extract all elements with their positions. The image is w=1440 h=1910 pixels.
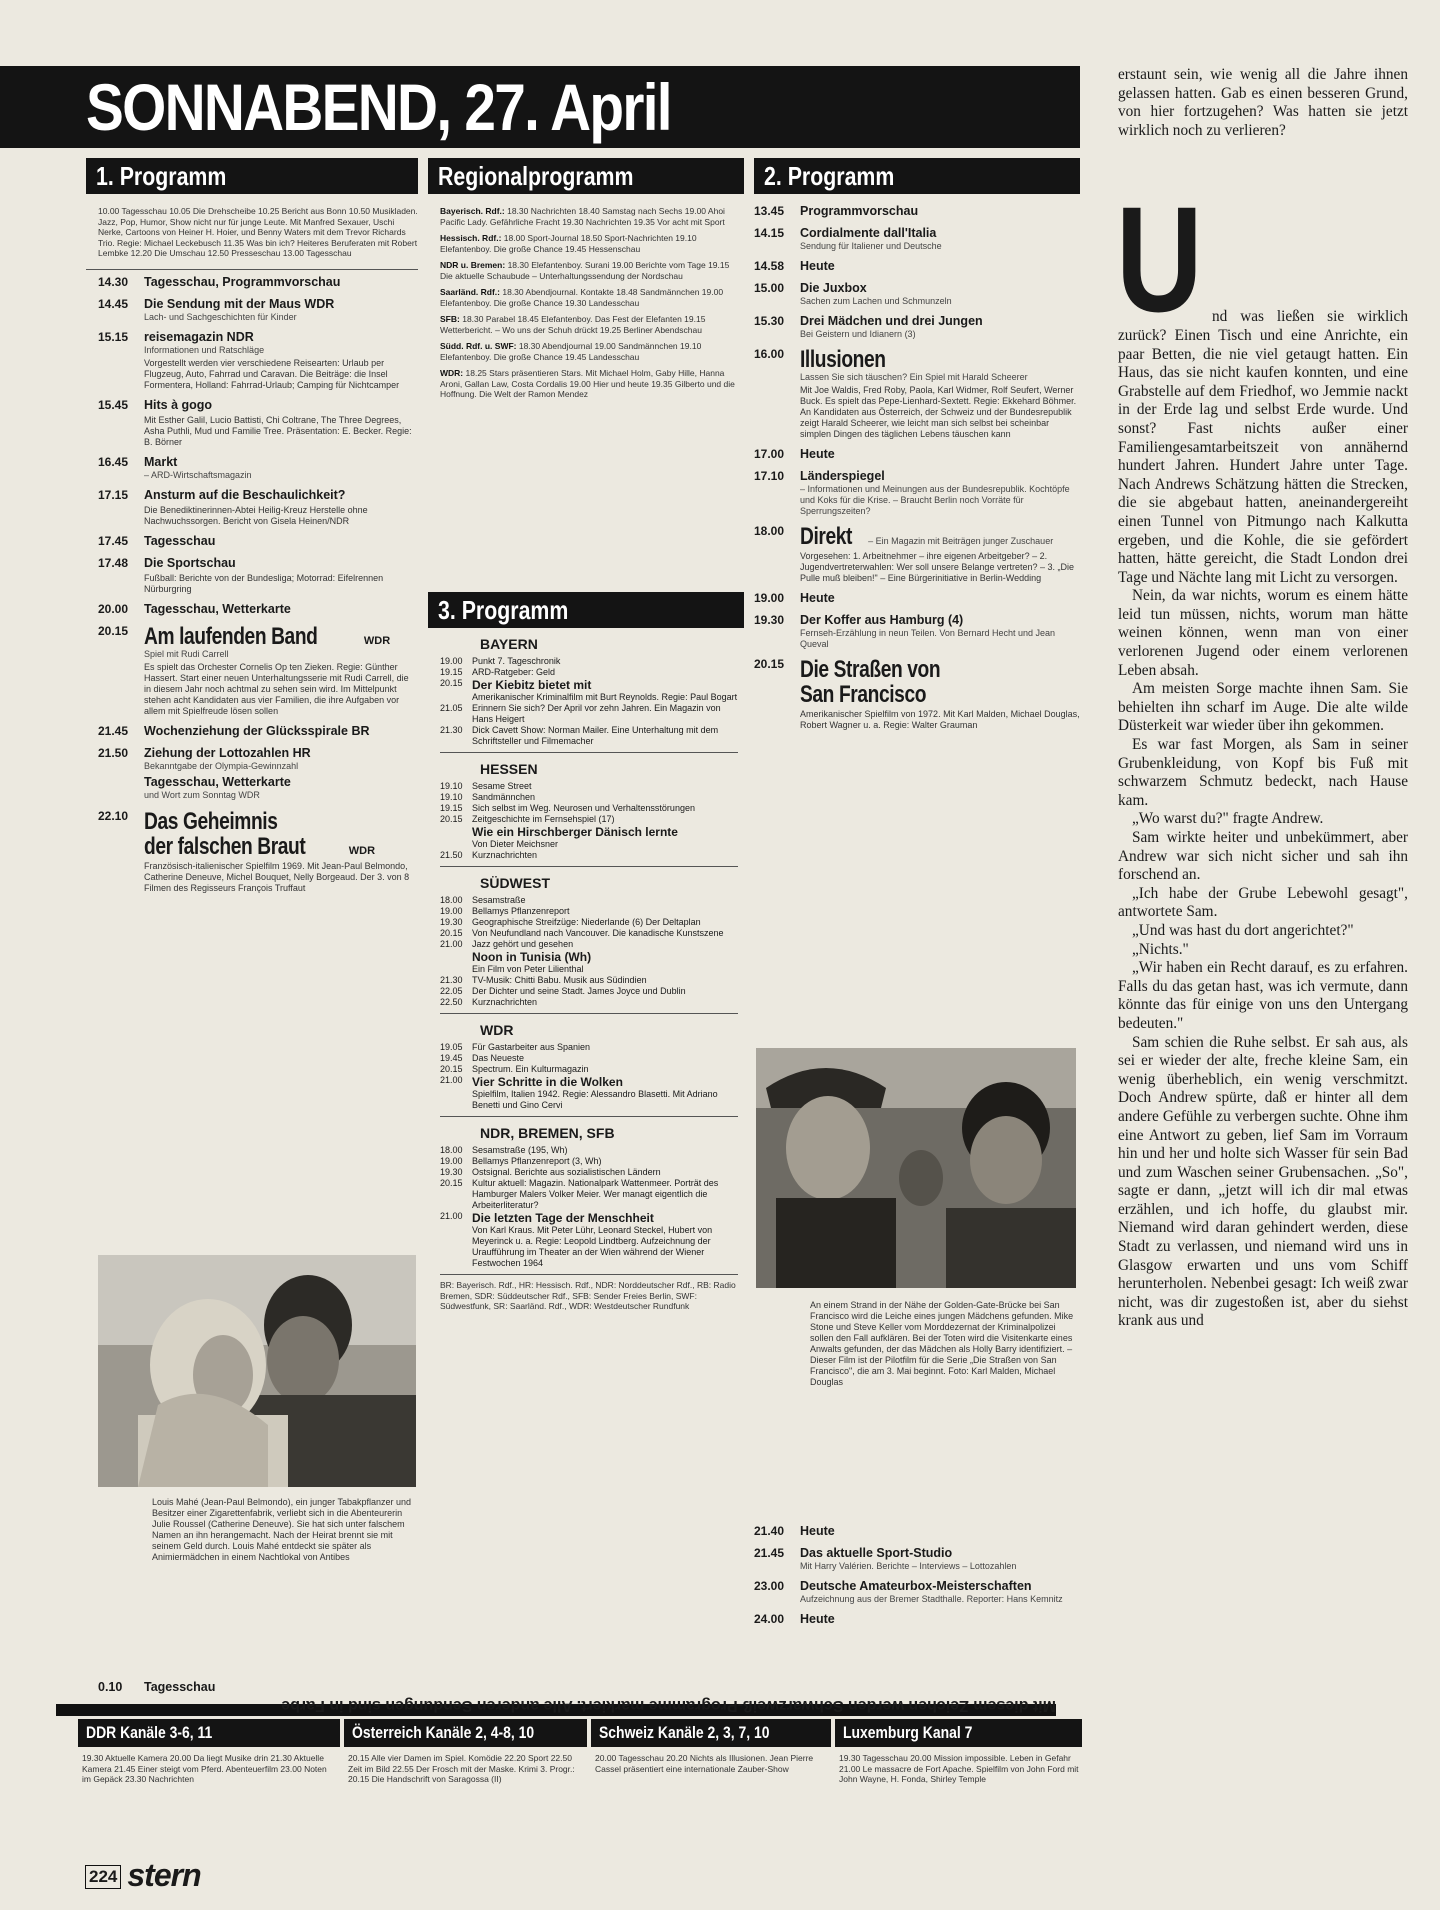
listing-time: 17.15 <box>98 487 129 502</box>
row-text: Wie ein Hirschberger Dänisch lernte <box>472 825 678 839</box>
listing <box>98 602 418 617</box>
listing-illusionen: 16.00 Illusionen Lassen Sie sich täuschen? Ein Spiel mit Harald Scheerer Mit Joe Waldis, Fred Roby, Paola, Karl Widmer, Rolf Seufert, Werner Buck. Es spielt das Pepe-Lienhard-Sextett. Regie: Ekkehard Böhmer. An Kandidaten aus Österreich, der Schweiz und der Bundesrepublik zeigt Harald Scheerer, wie leicht man sich selbst bei scheinbar simplen Dingen des täglichen Lebens täuschen kann <box>754 346 1077 439</box>
novel-excerpt <box>1118 66 1408 1331</box>
listing-title: Die Juxbox <box>800 281 867 295</box>
listing <box>98 455 418 481</box>
column-header-programm-1: 1. Programm <box>86 158 418 194</box>
row-text: Spielfilm, Italien 1942. Regie: Alessandro Blasetti. Mit Adriano Benetti und Gino Cervi <box>472 1089 718 1110</box>
osterreich-listing: 20.15 Alle vier Damen im Spiel. Komödie 22.20 Sport 22.50 Zeit im Bild 22.55 Der Frosch mit der Maske. Krimi 3. Progr.: 20.15 Die Handschrift von Saragossa (II) <box>348 1753 575 1784</box>
listing <box>754 591 1080 606</box>
listing <box>98 488 418 527</box>
row-time: 21.30 <box>440 725 463 735</box>
row-time: 18.00 <box>440 895 463 905</box>
row-text: Von Neufundland nach Vancouver. Die kanadische Kunstszene <box>472 928 724 938</box>
drop-cap: U <box>1116 175 1203 344</box>
row-text: Geographische Streifzüge: Niederlande (6) Der Deltaplan <box>472 917 701 927</box>
listing-time: 15.00 <box>754 281 785 295</box>
section-row <box>440 895 738 906</box>
programm-1-list-late <box>86 724 418 772</box>
section-row <box>440 964 738 975</box>
page-footer <box>85 1857 201 1894</box>
regional-station: Hessisch. Rdf.: <box>440 233 502 243</box>
listing-direkt: 18.00 Direkt – Ein Magazin mit Beiträgen junger Zuschauer Vorgesehen: 1. Arbeitnehmer – ihre eigenen Arbeitgeber? – 2. Jugendvertreterwahlen: Wer soll unsere Belange vertreten? – 3. „Die Pulle muß bleiben!" – Eine Bürgerinitiative in Berlin-Wedding <box>754 523 1074 583</box>
novel-paragraph: „Nichts." <box>1132 940 1189 958</box>
listing <box>98 556 418 595</box>
listing-time: 16.45 <box>98 454 129 469</box>
listing-time: 14.45 <box>98 296 129 311</box>
row-time <box>440 950 472 964</box>
film-still-malden-douglas <box>756 1048 1076 1288</box>
section-row <box>440 1075 738 1089</box>
section-row <box>440 1145 738 1156</box>
listing-title: Hits à gogo <box>144 397 213 412</box>
column-programm-3 <box>428 592 744 1312</box>
row-time: 19.45 <box>440 1053 463 1063</box>
row-time: 18.00 <box>440 1145 463 1155</box>
section-ndr-bremen-sfb <box>440 1125 738 1269</box>
listing-tagesschau-wort: Tagesschau, Wetterkarte und Wort zum Sonntag WDR <box>144 774 291 800</box>
row-text: Sesamstraße <box>472 895 526 905</box>
listing-subtitle: Informationen und Ratschläge <box>144 344 265 355</box>
listing-title: Heute <box>800 1612 835 1626</box>
photo-caption-san-francisco: An einem Strand in der Nähe der Golden-Gate-Brücke bei San Francisco wird die Leiche eines jungen Mädchens gefunden. Mike Stone und Steve Keller vom Morddezernat der Kriminalpolizei sollen den Fall aufklären. Bei der Toten wird die Visitenkarte eines Anwalts gefunden, der das Mädchen als Holly Barry identifiziert. – Dieser Film ist der Pilotfilm für die Serie „Die Straßen von San Francisco", die am 3. Mai beginnt. Foto: Karl Malden, Michael Douglas <box>810 1300 1074 1387</box>
row-text: Ein Film von Peter Lilienthal <box>472 964 584 974</box>
listing-title: Der Koffer aus Hamburg (4) <box>800 613 964 627</box>
listing-tagesschau-late: 0.10 Tagesschau <box>98 1680 216 1694</box>
listing-subtitle: – Informationen und Meinungen aus der Bundesrepublik. Kochtöpfe und Koks für die Krise. – Braucht Berlin noch Vorräte für Sperrungszeiten? <box>800 484 1070 516</box>
listing-title: Tagesschau <box>144 533 216 548</box>
row-time: 19.30 <box>440 1167 463 1177</box>
listing-title: Cordialmente dall'Italia <box>800 226 937 240</box>
listing-title: Markt <box>144 454 178 469</box>
listing <box>98 398 418 448</box>
schweiz-listing: 20.00 Tagesschau 20.20 Nichts als Illusionen. Jean Pierre Cassel präsentiert eine internationale Zauber-Show <box>595 1753 814 1774</box>
listing-time: 23.00 <box>754 1579 785 1593</box>
listing-subtitle: Mit Harry Valérien. Berichte – Interviews – Lottozahlen <box>800 1561 1017 1571</box>
row-text: Vier Schritte in die Wolken <box>472 1075 623 1089</box>
listing-strassen-san-francisco: 20.15 Die Straßen von San Francisco Amerikanischer Spielfilm von 1972. Mit Karl Malden, Michael Douglas, Robert Wagner u. a. Regie: Walter Grauman <box>754 656 1080 730</box>
listing-title: Heute <box>800 591 835 605</box>
regional-entry <box>440 287 736 308</box>
listing-time: 17.10 <box>754 469 785 483</box>
row-time <box>440 825 472 839</box>
row-text: Von Dieter Meichsner <box>472 839 559 849</box>
section-row <box>440 997 738 1008</box>
ddr-listing: 19.30 Aktuelle Kamera 20.00 Da liegt Musike drin 21.30 Aktuelle Kamera 21.45 Einer steigt vom Pferd. Abenteuerfilm 23.00 Noten im Gepäck 23.30 Nachrichten <box>82 1753 327 1784</box>
row-text: Erinnern Sie sich? Der April vor zehn Jahren. Ein Magazin von Hans Heigert <box>472 703 721 724</box>
section-row <box>440 917 738 928</box>
header-luxemburg: Luxemburg Kanal 7 <box>835 1719 1082 1747</box>
section-row <box>440 1089 738 1111</box>
listing-subtitle: Bekanntgabe der Olympia-Gewinnzahl <box>144 760 299 771</box>
section-row <box>440 928 738 939</box>
listing-time: 15.30 <box>754 314 785 328</box>
row-text: ARD-Ratgeber: Geld <box>472 667 556 677</box>
row-text: Kultur aktuell: Magazin. Nationalpark Wattenmeer. Porträt des Hamburger Malers Volker Meier. Wer managt eigentlich die Arbeiterliteratur? <box>472 1178 719 1210</box>
listing-time: 19.30 <box>754 613 785 627</box>
listing <box>754 469 1080 517</box>
listing-description: Vorgestellt werden vier verschiedene Reisearten: Urlaub per Flugzeug, Auto, Fahrrad und Caravan. Die Beiträge: die Insel Formentera, Holland: Fahrrad-Urlaub; Camping für Nichtcamper <box>144 357 400 390</box>
row-time: 20.15 <box>440 1064 463 1074</box>
programm-2-list-b <box>754 447 1080 517</box>
film-still-belmondo-deneuve <box>98 1255 416 1487</box>
listing <box>754 1579 1080 1605</box>
section-row <box>440 950 738 964</box>
row-time: 20.15 <box>440 928 463 938</box>
novel-paragraph: Es war fast Morgen, als Sam in seiner Grubenkleidung, von Kopf bis Fuß mit schwarzem Schmutz bedeckt, nach Hause kam. <box>1118 736 1408 809</box>
section-heading: HESSEN <box>480 761 538 777</box>
row-time: 21.00 <box>440 939 463 949</box>
section-row <box>440 792 738 803</box>
row-time <box>440 692 472 703</box>
regional-list <box>428 194 744 400</box>
section-row <box>440 1225 738 1269</box>
regional-station: Südd. Rdf. u. SWF: <box>440 341 517 351</box>
listing-title: Programmvorschau <box>800 204 919 218</box>
listing-title: Heute <box>800 259 835 273</box>
novel-paragraph: „Und was hast du dort angerichtet?" <box>1132 921 1354 939</box>
row-time: 19.10 <box>440 781 463 791</box>
section-wdr <box>440 1022 738 1111</box>
section-heading: SÜDWEST <box>480 875 550 891</box>
row-time: 20.15 <box>440 678 463 688</box>
listing-title: Länderspiegel <box>800 469 885 483</box>
listing-subtitle: – ARD-Wirtschaftsmagazin <box>144 469 252 480</box>
listing-title: Drei Mädchen und drei Jungen <box>800 314 983 328</box>
listing-time: 20.00 <box>98 601 129 616</box>
row-text: Ostsignal. Berichte aus sozialistischen Ländern <box>472 1167 661 1177</box>
row-text: Zeitgeschichte im Fernsehspiel (17) <box>472 814 615 824</box>
row-time: 21.30 <box>440 975 463 985</box>
row-time: 19.15 <box>440 803 463 813</box>
header-ddr: DDR Kanäle 3-6, 11 <box>78 1719 340 1747</box>
novel-paragraph: nd was ließen sie wirklich zurück? Einen Tisch und eine Anrichte, ein paar Betten, die nie viel getaugt hatten. Ein Haus, das sie nicht kaufen konnten, und eine Grabstelle auf dem Friedhof, wo Jemmie nackt in der Erde lag und selbst Erde wurde. Und sonst? Fast nichts außer einer Familiengesamtarbeitszeit von annähernd hundert Jahren. Hundert Jahre unter Tage. Nach Andrews Schätzung hätten die Strecken, die sie abgebaut hatten, aneinandergereiht einen Tunnel von Pitmungo nach Kalkutta ergeben, und die Kohle, die sie gefördert hatten, hätte gereicht, die Stadt London drei Tage und Nächte lang mit Licht zu versorgen. <box>1118 308 1408 586</box>
listing-subtitle: Bei Geistern und Idianern (3) <box>800 329 916 339</box>
listing-time: 13.45 <box>754 204 785 218</box>
row-text: Das Neueste <box>472 1053 525 1063</box>
listing <box>98 297 418 323</box>
regional-schedule: 18.30 Parabel 18.45 Elefantenboy. Das Fest der Elefanten 19.15 Wetterbericht. – Wo uns der Schuh drückt 19.25 Berliner Abendschau <box>440 314 706 335</box>
section-row <box>440 1211 738 1225</box>
row-time: 19.15 <box>440 667 463 677</box>
listing <box>754 1524 1080 1539</box>
section-row <box>440 1178 738 1211</box>
row-text: Punkt 7. Tageschronik <box>472 656 561 666</box>
row-time: 19.00 <box>440 656 463 666</box>
regional-schedule: 18.30 Elefantenboy. Surani 19.00 Berichte vom Tage 19.15 Die aktuelle Schaubude – Unterhaltungssendung der Nordschau <box>440 260 730 281</box>
regional-schedule: 18.25 Stars präsentieren Stars. Mit Michael Holm, Gaby Hille, Hanna Aroni, Gallan Law, Costa Cordalis 19.00 Hier und heute 19.35 Gilberto und die Hoffnung. Die Welt der Ramon Mendez <box>440 368 735 399</box>
listing-subtitle: Sachen zum Lachen und Schmunzeln <box>800 296 952 306</box>
novel-paragraph: „Ich habe der Grube Lebewohl gesagt", antwortete Sam. <box>1118 884 1408 921</box>
regional-entry <box>440 341 736 362</box>
listing-time: 24.00 <box>754 1612 785 1626</box>
regional-station: Saarländ. Rdf.: <box>440 287 500 297</box>
section-row <box>440 725 738 747</box>
section-row <box>440 803 738 814</box>
section-row <box>440 850 738 861</box>
listing-title: Das aktuelle Sport-Studio <box>800 1546 953 1560</box>
section-row <box>440 939 738 950</box>
regional-entry <box>440 260 736 281</box>
section-row <box>440 678 738 692</box>
listing-time: 21.45 <box>98 723 129 738</box>
listing <box>98 746 418 772</box>
programm-1-list <box>86 275 418 617</box>
row-text: Die letzten Tage der Menschheit <box>472 1211 654 1225</box>
listing-time: 15.45 <box>98 397 129 412</box>
listing-title: Wochenziehung der Glücksspirale BR <box>144 723 370 738</box>
section-row <box>440 692 738 703</box>
regional-entry <box>440 233 736 254</box>
listing-time: 21.50 <box>98 745 129 760</box>
header-osterreich: Österreich Kanäle 2, 4-8, 10 <box>344 1719 587 1747</box>
row-text: Bellamys Pflanzenreport (3, Wh) <box>472 1156 602 1166</box>
listing-description: Fußball: Berichte von der Bundesliga; Motorrad: Eifelrennen Nürburgring <box>144 572 384 594</box>
photo-illustration <box>98 1255 416 1487</box>
listing-title: Tagesschau, Wetterkarte <box>144 601 291 616</box>
section-row <box>440 814 738 825</box>
listing-title: Am laufenden Band <box>144 622 318 650</box>
row-text: Jazz gehört und gesehen <box>472 939 574 949</box>
section-row <box>440 839 738 850</box>
section-hessen <box>440 761 738 861</box>
listing <box>754 281 1080 307</box>
section-bayern <box>440 636 738 747</box>
regional-station: WDR: <box>440 368 464 378</box>
row-text: Von Karl Kraus. Mit Peter Lühr, Leonard Steckel, Hubert von Meyerinck u. a. Regie: Leopold Lindtberg. Aufzeichnung der Uraufführung im Theater an der Wien während der Wiener Festwochen 1964 <box>472 1225 713 1268</box>
section-row <box>440 781 738 792</box>
regional-schedule: 18.30 Nachrichten 18.40 Samstag nach Sechs 19.00 Ahoi Pacific Lady. Gefährliche Fracht 19.30 Nachrichten 19.35 Vor acht mit Sport <box>440 206 725 227</box>
section-heading: NDR, BREMEN, SFB <box>480 1125 615 1141</box>
row-time: 22.50 <box>440 997 463 1007</box>
listing-subtitle: Sendung für Italiener und Deutsche <box>800 241 942 251</box>
listing <box>754 1612 1080 1627</box>
regional-station: SFB: <box>440 314 460 324</box>
listing-title: Heute <box>800 1524 835 1538</box>
row-time: 19.00 <box>440 1156 463 1166</box>
listing-time: 15.15 <box>98 329 129 344</box>
row-time <box>440 1089 472 1111</box>
listing-title: Tagesschau, Programmvorschau <box>144 274 341 289</box>
row-text: Sesame Street <box>472 781 532 791</box>
novel-paragraph: Sam schien die Ruhe selbst. Er sah aus, als sei er wieder der alte, freche kleine Sam, ein wenig überheblich, ein wenig verschmitzt. Doch Andrew spürte, daß er hinter all dem andere Gefühle zu verbergen suchte. Ohne ihm eine Antwort zu geben, lief Sam im Vorraum hin und her und holte sich Wasser für sein Bad und zum Waschen seiner Grubensachen. „So", sagte er dann, „jetzt will ich dir mal etwas erzählen, und ich hoffe, du glaubst mir. Niemand wird daran gehindert werden, diese Stadt zu verlassen, und niemand wird uns in Glasgow erwarten und uns vom Schiff herunterholen. Nebenbei gesagt: Ich weiß zwar nicht, was dir zugestoßen ist, aber du siehst krank aus und <box>1118 1033 1408 1330</box>
row-time: 21.50 <box>440 850 463 860</box>
column-header-programm-3: 3. Programm <box>428 592 744 628</box>
regional-schedule: 18.30 Abendjournal. Kontakte 18.48 Sandmännchen 19.00 Elefantenboy. Die große Chance 19.30 Landesschau <box>440 287 724 308</box>
listing-time: 21.45 <box>754 1546 785 1560</box>
row-time: 20.15 <box>440 1178 463 1188</box>
row-text: Sich selbst im Weg. Neurosen und Verhaltensstörungen <box>472 803 695 813</box>
station-abbreviations: BR: Bayerisch. Rdf., HR: Hessisch. Rdf., NDR: Norddeutscher Rdf., RB: Radio Bremen, SDR: Süddeutscher Rdf., SFB: Sender Freies Berlin, SWF: Südwestfunk, SR: Saarländ. Rdf., WDR: Westdeutscher Rundfunk <box>440 1280 736 1311</box>
row-time: 19.10 <box>440 792 463 802</box>
listing-time: 17.00 <box>754 447 785 461</box>
row-text: Der Kiebitz bietet mit <box>472 678 592 692</box>
listing <box>98 275 418 290</box>
listing-title: Ansturm auf die Beschaulichkeit? <box>144 487 346 502</box>
section-row <box>440 667 738 678</box>
column-header-regional: Regionalprogramm <box>428 158 744 194</box>
row-text: Der Dichter und seine Stadt. James Joyce und Dublin <box>472 986 686 996</box>
listing <box>754 1546 1080 1572</box>
row-text: Sandmännchen <box>472 792 536 802</box>
row-text: Sesamstraße (195, Wh) <box>472 1145 568 1155</box>
listing <box>98 330 418 391</box>
novel-paragraph: erstaunt sein, wie wenig all die Jahre ihnen gelassen hatten. Gab es einen besseren Grund, von hier fortzugehen? Was hatten sie jetzt wirklich noch zu verlieren? <box>1118 66 1408 139</box>
novel-paragraph: „Wo warst du?" fragte Andrew. <box>1132 810 1324 828</box>
morning-schedule: 10.00 Tagesschau 10.05 Die Drehscheibe 10.25 Bericht aus Bonn 10.50 Musikladen. Jazz, Pop, Humor, Show nicht nur für junge Leute. Mit Manfred Sexauer, Uschi Nerke, Cartoons von Heiner H. Hoier, und Benny Waters mit dem Trevor Richards Trio. Regie: Michael Leckebusch 11.35 Was bin ich? Heiteres Beruferaten mit Robert Lembke 12.20 Die Umschau 12.50 Presseschau 13.00 Tagesschau <box>98 206 418 258</box>
section-row <box>440 656 738 667</box>
row-time: 20.15 <box>440 814 463 824</box>
row-text: Kurznachrichten <box>472 997 538 1007</box>
listing-time: 14.58 <box>754 259 785 273</box>
row-time: 19.00 <box>440 906 463 916</box>
programm-2-list-c <box>754 591 1080 650</box>
photo-illustration <box>756 1048 1076 1288</box>
listing <box>754 314 1080 340</box>
listing-time: 14.30 <box>98 274 129 289</box>
listing-title: Die Sportschau <box>144 555 236 570</box>
luxemburg-listing: 19.30 Tagesschau 20.00 Mission impossible. Leben in Gefahr 21.00 Le massacre de Fort Apache. Spielfilm von John Ford mit John Wayne, H. Fonda, Shirley Temple <box>839 1753 1079 1784</box>
regional-schedule: 18.30 Abendjournal 19.00 Sandmännchen 19.10 Elefantenboy. Die große Chance 19.45 Landesschau <box>440 341 702 362</box>
section-heading: BAYERN <box>480 636 538 652</box>
section-sudwest <box>440 875 738 1008</box>
listing-title: reisemagazin NDR <box>144 329 254 344</box>
programm-2-list-a <box>754 204 1080 340</box>
row-time <box>440 964 472 975</box>
date-masthead <box>0 66 1080 148</box>
section-row <box>440 975 738 986</box>
listing-am-laufenden-band: 20.15 Am laufenden Band WDR Spiel mit Rudi Carrell Es spielt das Orchester Cornelis Op ten Zieken. Regie: Günther Hassert. Start einer neuen Unterhaltungsserie mit Rudi Carrell, die in diesem Jahr noch achtmal zu sehen sein wird. Im Mittelpunkt stehen acht Kandidaten aus vier Familien, die ihre Aufgaben vor allem mit Spielfreude lösen sollen <box>98 622 409 716</box>
listing-title: Heute <box>800 447 835 461</box>
listing-time: 17.48 <box>98 555 129 570</box>
row-text: Dick Cavett Show: Norman Mailer. Eine Unterhaltung mit dem Schriftsteller und Filmemacher <box>472 725 719 746</box>
listing-description: Die Benediktinerinnen-Abtei Heilig-Kreuz Herstelle ohne Nachwuchssorgen. Bericht von Gisela Heinen/NDR <box>144 504 368 526</box>
page-number: 224 <box>85 1865 121 1889</box>
section-heading: WDR <box>480 1022 514 1038</box>
section-row <box>440 1042 738 1053</box>
listing <box>754 259 1080 274</box>
listing-time: 21.40 <box>754 1524 785 1538</box>
section-row <box>440 1156 738 1167</box>
row-text: Kurznachrichten <box>472 850 538 860</box>
header-schweiz: Schweiz Kanäle 2, 3, 7, 10 <box>591 1719 831 1747</box>
listing <box>754 204 1080 219</box>
regional-station: NDR u. Bremen: <box>440 260 506 270</box>
listing-subtitle: Lach- und Sachgeschichten für Kinder <box>144 311 297 322</box>
date-title: SONNABEND, 27. April <box>86 70 671 144</box>
listing-time: 19.00 <box>754 591 785 605</box>
listing-time: 17.45 <box>98 533 129 548</box>
row-time <box>440 839 472 850</box>
listing <box>754 447 1080 462</box>
listing-title: Die Sendung mit der Maus WDR <box>144 296 335 311</box>
section-row <box>440 1064 738 1075</box>
section-row <box>440 986 738 997</box>
listing <box>754 613 1080 650</box>
column-regional <box>428 158 744 406</box>
row-text: Für Gastarbeiter aus Spanien <box>472 1042 591 1052</box>
section-row <box>440 1167 738 1178</box>
regional-entry <box>440 206 736 227</box>
legend-text: Mit diesem Zeichen werden Schwarzweiß-Programme markiert. Alle anderen Sendungen sind in Farbe <box>281 1697 1056 1714</box>
row-text: TV-Musik: Chitti Babu. Musik aus Südindien <box>472 975 647 985</box>
section-row <box>440 1053 738 1064</box>
section-row <box>440 906 738 917</box>
row-time: 19.05 <box>440 1042 463 1052</box>
listing-time: 14.15 <box>754 226 785 240</box>
listing-title: Deutsche Amateurbox-Meisterschaften <box>800 1579 1032 1593</box>
novel-paragraph: „Wir haben ein Recht darauf, es zu erfahren. Falls du das getan hast, was ich vermute, dann könnte das für einige von uns den Untergang bedeuten." <box>1118 959 1408 1032</box>
photo-caption-braut: Louis Mahé (Jean-Paul Belmondo), ein junger Tabakpflanzer und Besitzer einer Zigarettenfabrik, verliebt sich in die Abenteurerin Julie Roussel (Catherine Deneuve). Sie hat sich unter falschem Namen an ihn herangemacht. Nach der Heirat brennt sie mit seinem Geld durch. Louis Mahé entdeckt sie später als Animiermädchen in einem Nachtlokal von Antibes <box>152 1497 411 1562</box>
listing-description: Mit Esther Galil, Lucio Battisti, Chi Coltrane, The Three Degrees, Asha Puthli, Mud und Familie Tree. Präsentation: E. Becker. Regie: B. Börner <box>144 414 412 447</box>
row-text: Amerikanischer Kriminalfilm mit Burt Reynolds. Regie: Paul Bogart <box>472 692 738 702</box>
section-row <box>440 703 738 725</box>
row-time <box>440 1225 472 1269</box>
listing-subtitle: Fernseh-Erzählung in neun Teilen. Von Bernard Hecht und Jean Queval <box>800 628 1056 649</box>
magazine-logo: stern <box>127 1857 201 1893</box>
row-time: 19.30 <box>440 917 463 927</box>
listing-title: Ziehung der Lottozahlen HR <box>144 745 311 760</box>
row-time: 22.05 <box>440 986 463 996</box>
row-text: Noon in Tunisia (Wh) <box>472 950 592 964</box>
divider <box>86 269 418 270</box>
listing-subtitle: Aufzeichnung aus der Bremer Stadthalle. Reporter: Hans Kemnitz <box>800 1594 1063 1604</box>
column-programm-2 <box>754 158 1080 738</box>
novel-paragraph: Sam wirkte heiter und unbekümmert, aber Andrew war sich nicht sicher und sah ihn forschend an. <box>1118 829 1408 884</box>
regional-entry <box>440 314 736 335</box>
column-programm-1 <box>86 158 418 901</box>
listing <box>98 534 418 549</box>
programm-2-list-late <box>754 1524 1080 1634</box>
regional-schedule: 18.00 Sport-Journal 18.50 Sport-Nachrichten 19.10 Elefantenboy. Die große Chance 19.45 Hessenschau <box>440 233 697 254</box>
listing <box>98 724 418 739</box>
novel-paragraph: Am meisten Sorge machte ihnen Sam. Sie behielten ihn scharf im Auge. Die alte wilde Düsterkeit war wieder über ihn gekommen. <box>1118 680 1408 735</box>
regional-station: Bayerisch. Rdf.: <box>440 206 505 216</box>
regional-entry <box>440 368 736 400</box>
column-header-programm-2: 2. Programm <box>754 158 1080 194</box>
listing-falsche-braut: 22.10 Das Geheimnis der falschen Braut WDR Französisch-italienischer Spielfilm 1969. Mit Jean-Paul Belmondo, Catherine Deneuve, Michel Bouquet, Nelly Borgeaud. Der 3. von 8 Filmen des Regisseurs François Truffaut <box>98 807 410 893</box>
row-time: 21.00 <box>440 1075 463 1085</box>
row-time: 21.05 <box>440 703 463 713</box>
section-row <box>440 825 738 839</box>
novel-paragraph: Nein, da war nichts, worum es einem hätte leid tun müssen, nichts, worum man hätte weinen können, wenn man von einer verlorenen Jugend oder einem verlorenen Leben absah. <box>1118 587 1408 679</box>
listing <box>754 226 1080 252</box>
row-time: 21.00 <box>440 1211 463 1221</box>
row-text: Spectrum. Ein Kulturmagazin <box>472 1064 589 1074</box>
row-text: Bellamys Pflanzenreport <box>472 906 570 916</box>
